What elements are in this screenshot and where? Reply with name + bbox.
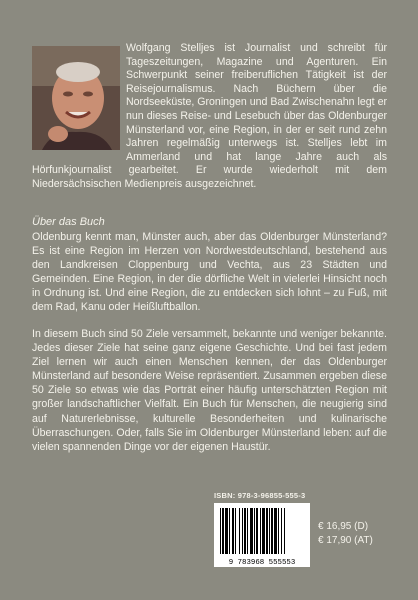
barcode-graphic — [214, 503, 310, 567]
barcode-bar — [229, 508, 230, 554]
barcode-bar — [269, 508, 270, 554]
barcode-bar — [284, 508, 285, 554]
barcode-digits: 9 783968 555553 — [228, 559, 296, 567]
barcode-bar — [278, 508, 279, 554]
barcode-bar — [220, 508, 221, 554]
barcode-bar — [266, 508, 268, 554]
barcode-bar — [250, 508, 253, 554]
barcode-bar — [281, 508, 282, 554]
isbn-label: ISBN: 978-3-96855-555-3 — [214, 491, 306, 500]
barcode-bar — [222, 508, 224, 554]
photo-spacer — [32, 42, 126, 160]
barcode-bar — [274, 508, 277, 554]
barcode-bar — [247, 508, 248, 554]
barcode-bar — [232, 508, 234, 554]
barcode-bar — [235, 508, 236, 554]
about-paragraph-1: Oldenburg kennt man, Münster auch, aber das Oldenburger Münsterland? Es ist eine Region im Herzen von Nordwestdeutschland, bestehend aus den Landkreisen Cloppenburg und Vechta, aus 23 Städten und Gemeinden. Eine Region, in der die dörfliche Welt in vielerlei Hinsicht noch in Ordnung ist. Und eine Region, die zu entdecken sich lohnt – zu Fuß, mit dem Rad, Kanu oder Heißluftballon. — [32, 231, 387, 314]
barcode-bar — [271, 508, 273, 554]
price-germany: € 16,95 (D) — [318, 521, 369, 532]
barcode-bar — [242, 508, 243, 554]
about-book-heading: Über das Buch — [32, 216, 105, 228]
barcode-bar — [254, 508, 255, 554]
price-austria: € 17,90 (AT) — [318, 535, 373, 546]
isbn-barcode — [214, 503, 310, 567]
author-bio-text: Wolfgang Stelljes ist Journalist und schreibt für Tageszeitungen, Magazine und Agenturen. Ein Schwerpunkt seiner freiberuflichen Tätigkeit ist der Reisejournalismus. Nach Büchern über die Nordseeküste, Groningen und Bad Zwischenahn legt er nun dieses Reise- und Lesebuch über das Oldenburger Münsterland vor, eine Region, in der er seit rund zehn Jahren regelmäßig unterwegs ist. Stelljes lebt im Ammerland und hat lange Jahre auch als Hörfunkjournalist gearbeitet. Er wurde wiederholt mit dem Niedersächsischen Medienpreis ausgezeichnet. — [32, 42, 387, 190]
barcode-bar — [225, 508, 228, 554]
barcode-bar — [262, 508, 265, 554]
barcode-bar — [256, 508, 258, 554]
about-paragraph-2: In diesem Buch sind 50 Ziele versammelt, bekannte und weniger bekannte. Jedes dieser Ziele hat seine ganz eigene Geschichte. Und bei fast jedem Ziel lernen wir auch einen Menschen kennen, der das Oldenburger Münsterland auf besondere Weise repräsentiert. Zusammen ergeben diese 50 Ziele so etwas wie das Porträt einer häufig unterschätzten Region mit großer landschaftlicher Vielfalt. Ein Buch für Menschen, die neugierig sind auf Naturerlebnisse, kulturelle Besonderheiten und kulinarische Überraschungen. Oder, falls Sie im Oldenburger Münsterland leben: auf die vielen spannenden Dinge vor der eigenen Haustür. — [32, 328, 387, 453]
barcode-bar — [260, 508, 261, 554]
author-bio — [32, 42, 387, 192]
barcode-bar — [244, 508, 246, 554]
barcode-bar — [239, 508, 240, 554]
